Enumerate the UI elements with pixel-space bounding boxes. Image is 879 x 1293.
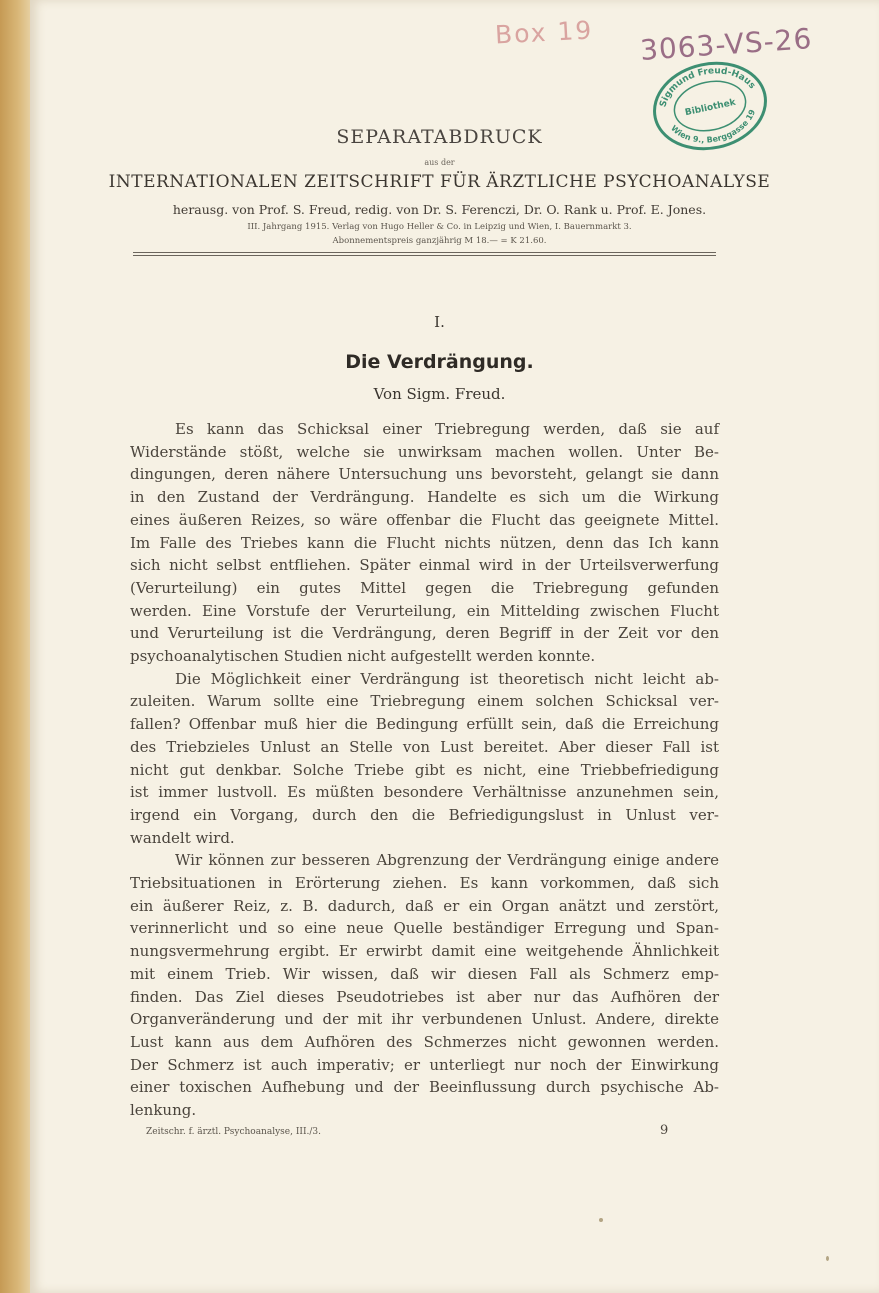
body-line: Im Falle des Triebes kann die Flucht nichts nützen, denn das Ich kann bbox=[130, 533, 719, 552]
body-line: einer toxischen Aufhebung und der Beeinflussung durch psychische Ab- bbox=[130, 1078, 719, 1097]
body-line: Triebsituationen in Erörterung ziehen. Es kann vorkommen, daß sich bbox=[130, 874, 719, 892]
body-line: Organveränderung und der mit ihr verbundenen Unlust. Andere, direkte bbox=[130, 1010, 719, 1029]
body-line: (Verurteilung) ein gutes Mittel gegen die Triebregung gefunden bbox=[130, 578, 719, 597]
body-line: Der Schmerz ist auch imperativ; er unterliegt nur noch der Einwirkung bbox=[130, 1055, 719, 1074]
paper-speck bbox=[599, 1218, 603, 1222]
paper-speck bbox=[826, 1256, 829, 1261]
article-title: Die Verdrängung. bbox=[345, 351, 534, 373]
body-line: nicht gut denkbar. Solche Triebe gibt es nicht, eine Triebbefriedigung bbox=[130, 760, 719, 779]
book-spine-edge bbox=[0, 0, 30, 1293]
body-line: in den Zustand der Verdrängung. Handelte es sich um die Wirkung bbox=[130, 488, 719, 507]
journal-title: INTERNATIONALEN ZEITSCHRIFT FÜR ÄRZTLICHE PSYCHOANALYSE bbox=[108, 172, 771, 192]
body-line: finden. Das Ziel dieses Pseudotriebes ist aber nur das Aufhören der bbox=[130, 987, 719, 1006]
body-line: sich nicht selbst entfliehen. Später einmal wird in der Urteilsverwerfung bbox=[130, 556, 719, 575]
article-author: Von Sigm. Freud. bbox=[373, 385, 506, 403]
body-line: des Triebzieles Unlust an Stelle von Lust bereitet. Aber dieser Fall ist bbox=[130, 737, 719, 756]
editors-line: herausg. von Prof. S. Freud, redig. von Dr. S. Ferenczi, Dr. O. Rank u. Prof. E. Jones. bbox=[172, 202, 707, 217]
body-line: psychoanalytischen Studien nicht aufgestellt werden konnte. bbox=[130, 647, 596, 665]
body-line: eines äußeren Reizes, so wäre offenbar die Flucht das geeignete Mittel. bbox=[130, 510, 719, 529]
handwritten-shelfmark: 3063-VS-26 bbox=[639, 22, 814, 67]
body-line: ist immer lustvoll. Es müßten besondere Verhältnisse anzunehmen sein, bbox=[130, 783, 719, 802]
stamp-top-text: Sigmund Freud-Haus bbox=[658, 66, 757, 109]
body-line: mit einem Trieb. Wir wissen, daß wir diesen Fall als Schmerz emp- bbox=[130, 964, 719, 983]
body-line: ein äußerer Reiz, z. B. dadurch, daß er ein Organ anätzt und zerstört, bbox=[130, 896, 719, 915]
page-number: 9 bbox=[660, 1123, 669, 1138]
body-line: zuleiten. Warum sollte eine Triebregung einem solchen Schicksal ver- bbox=[130, 692, 719, 711]
body-line: fallen? Offenbar muß hier die Bedingung erfüllt sein, daß die Erreichung bbox=[130, 715, 719, 734]
body-line: nungsvermehrung ergibt. Er erwirbt damit eine weitgehende Ähnlichkeit bbox=[130, 942, 719, 961]
aus-der-line: aus der bbox=[424, 158, 455, 167]
stamp-bottom-text: Wien 9., Berggasse 19 bbox=[669, 108, 758, 145]
body-line: verinnerlicht und so eine neue Quelle beständiger Erregung und Span- bbox=[130, 919, 719, 938]
body-line: irgend ein Vorgang, durch den die Befriedigungslust in Unlust ver- bbox=[130, 805, 719, 824]
article-number: I. bbox=[434, 313, 445, 331]
header-rule-top bbox=[133, 252, 716, 253]
body-line: Es kann das Schicksal einer Triebregung werden, daß sie auf bbox=[175, 420, 719, 438]
header-rule-bottom bbox=[133, 255, 716, 256]
body-line: lenkung. bbox=[130, 1101, 197, 1119]
separatabdruck-heading: SEPARATABDRUCK bbox=[336, 126, 543, 148]
publisher-line: III. Jahrgang 1915. Verlag von Hugo Heller & Co. in Leipzig und Wien, I. Bauernmarkt 3. bbox=[247, 222, 632, 232]
stamp-center-text: Bibliothek bbox=[684, 97, 737, 119]
body-line: wandelt wird. bbox=[130, 828, 235, 847]
subscription-line: Abonnementspreis ganzjährig M 18.— = K 21.60. bbox=[332, 236, 547, 246]
handwritten-box-note: Box 19 bbox=[494, 15, 594, 50]
body-line: und Verurteilung ist die Verdrängung, deren Begriff in der Zeit vor den bbox=[130, 624, 719, 643]
body-line: Widerstände stößt, welche sie unwirksam machen wollen. Unter Be- bbox=[130, 442, 719, 461]
body-line: werden. Eine Vorstufe der Verurteilung, ein Mittelding zwischen Flucht bbox=[130, 601, 719, 620]
body-line: Lust kann aus dem Aufhören des Schmerzes nicht gewonnen werden. bbox=[130, 1032, 719, 1051]
body-line: dingungen, deren nähere Untersuchung uns bevorsteht, gelangt sie dann bbox=[130, 465, 719, 484]
footer-source: Zeitschr. f. ärztl. Psychoanalyse, III./3. bbox=[146, 1127, 321, 1137]
body-line: Wir können zur besseren Abgrenzung der Verdrängung einige andere bbox=[175, 851, 719, 870]
body-line: Die Möglichkeit einer Verdrängung ist theoretisch nicht leicht ab- bbox=[175, 669, 719, 688]
